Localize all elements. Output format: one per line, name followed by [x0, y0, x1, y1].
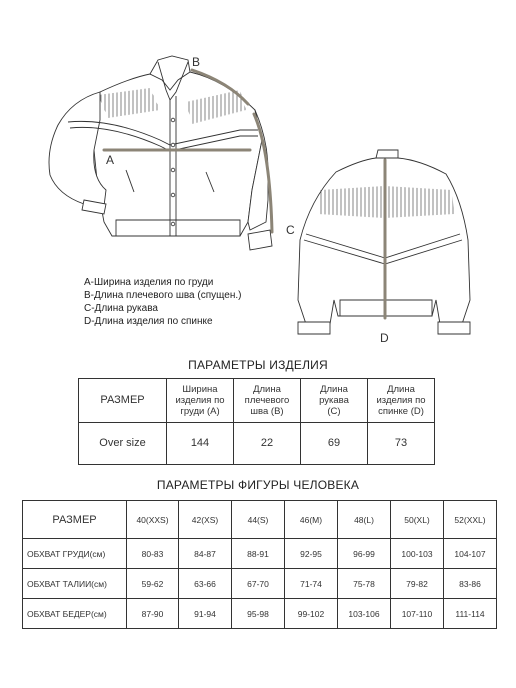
- size-col-l: 48(L): [338, 501, 391, 539]
- table-row-waist: [23, 569, 497, 599]
- back-length-value: 73: [368, 423, 435, 465]
- row-label-waist: ОБХВАТ ТАЛИИ(см): [23, 569, 127, 599]
- body-params-table: [22, 500, 497, 629]
- table-cell: 100-103: [391, 539, 444, 569]
- size-col-xs: 42(XS): [179, 501, 232, 539]
- table-cell: 80-83: [127, 539, 179, 569]
- table-cell: 87-90: [127, 599, 179, 629]
- product-params-title: ПАРАМЕТРЫ ИЗДЕЛИЯ: [188, 358, 328, 372]
- legend-item-a: A-Ширина изделия по груди: [84, 277, 214, 288]
- body-size-header: РАЗМЕР: [23, 501, 127, 539]
- table-cell: 83-86: [444, 569, 497, 599]
- header-back-length: Длина изделия по спинке (D): [368, 379, 435, 423]
- table-cell: 79-82: [391, 569, 444, 599]
- table-cell: 71-74: [285, 569, 338, 599]
- table-cell: 103-106: [338, 599, 391, 629]
- table-cell: 92-95: [285, 539, 338, 569]
- jacket-front: [49, 56, 272, 250]
- header-shoulder-length: Длина плечевого шва (B): [234, 379, 301, 423]
- marker-a: A: [106, 153, 115, 167]
- size-col-xxl: 52(XXL): [444, 501, 497, 539]
- marker-c: C: [286, 223, 295, 237]
- row-label-hips: ОБХВАТ БЕДЕР(см): [23, 599, 127, 629]
- body-params-title: ПАРАМЕТРЫ ФИГУРЫ ЧЕЛОВЕКА: [156, 478, 360, 492]
- size-col-m: 46(M): [285, 501, 338, 539]
- row-label-chest: ОБХВАТ ГРУДИ(см): [23, 539, 127, 569]
- table-cell: 96-99: [338, 539, 391, 569]
- table-cell: 67-70: [232, 569, 285, 599]
- table-cell: 91-94: [179, 599, 232, 629]
- marker-d: D: [380, 331, 389, 345]
- size-header: РАЗМЕР: [79, 379, 167, 423]
- legend-item-d: D-Длина изделия по спинке: [84, 316, 213, 327]
- table-cell: 111-114: [444, 599, 497, 629]
- table-cell: 75-78: [338, 569, 391, 599]
- marker-b: B: [192, 55, 201, 69]
- legend-item-b: B-Длина плечевого шва (спущен.): [84, 290, 242, 301]
- table-cell: 88-91: [232, 539, 285, 569]
- legend-item-c: C-Длина рукава: [84, 303, 158, 314]
- size-col-xl: 50(XL): [391, 501, 444, 539]
- shoulder-length-value: 22: [234, 423, 301, 465]
- table-cell: 95-98: [232, 599, 285, 629]
- table-cell: 107-110: [391, 599, 444, 629]
- measurement-legend: [84, 276, 241, 328]
- table-cell: 99-102: [285, 599, 338, 629]
- header-chest-width: Ширина изделия по груди (A): [167, 379, 234, 423]
- product-params-table: [78, 378, 435, 465]
- size-col-xxs: 40(XXS): [127, 501, 179, 539]
- table-row-hips: [23, 599, 497, 629]
- table-cell: 104-107: [444, 539, 497, 569]
- sleeve-length-value: 69: [301, 423, 368, 465]
- chest-width-value: 144: [167, 423, 234, 465]
- table-cell: 63-66: [179, 569, 232, 599]
- table-cell: 59-62: [127, 569, 179, 599]
- header-sleeve-length: Длина рукава (C): [301, 379, 368, 423]
- table-cell: 84-87: [179, 539, 232, 569]
- size-col-s: 44(S): [232, 501, 285, 539]
- size-value: Over size: [79, 423, 167, 465]
- table-row-chest: [23, 539, 497, 569]
